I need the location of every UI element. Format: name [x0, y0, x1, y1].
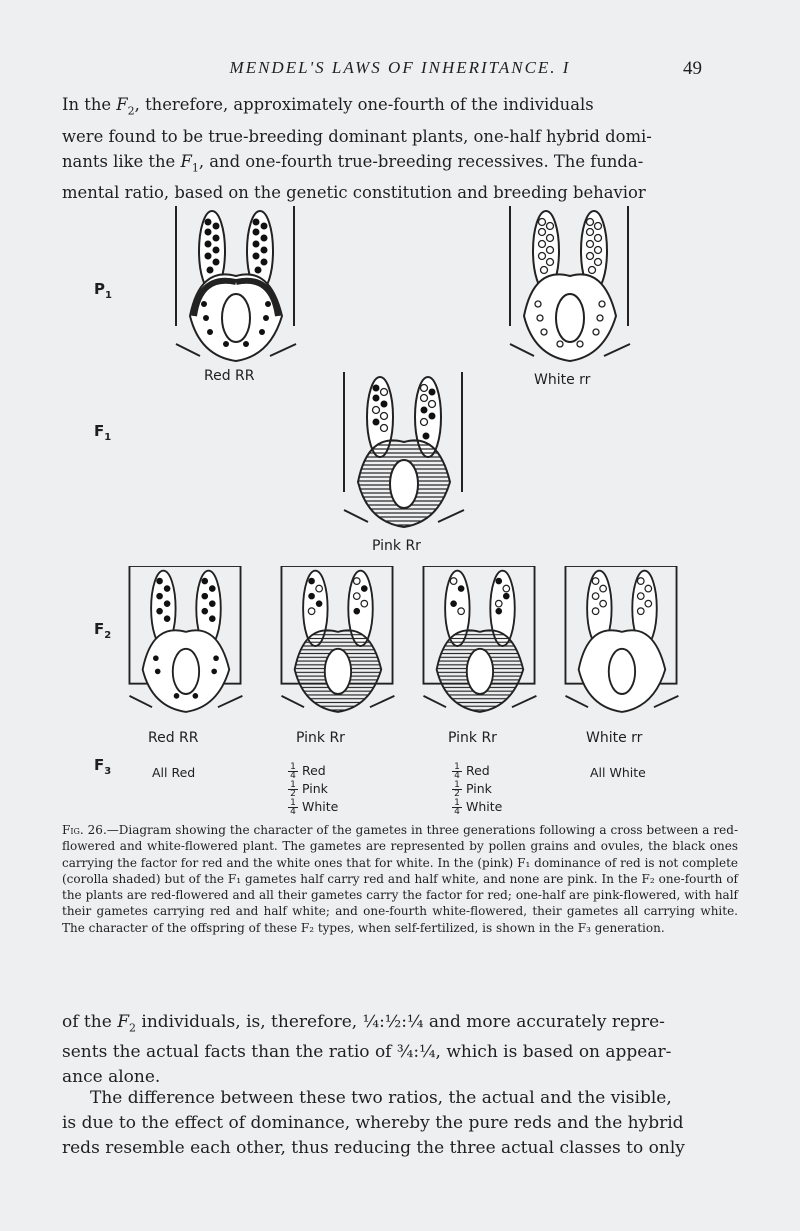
flower-f1-pink — [338, 372, 468, 542]
label-p1-white: White rr — [534, 372, 591, 388]
paragraph-top — [62, 92, 738, 206]
caption-fig-label: Fig. 26. — [62, 823, 107, 837]
figure-caption — [62, 822, 738, 936]
paragraph-bottom — [62, 1086, 738, 1161]
flower-f2-pink-a — [272, 566, 402, 726]
f3-col2-pink: $\frac{1}{2}$ Pink — [288, 780, 338, 798]
gen-p1: $P_1$ — [94, 280, 112, 301]
f3-col3-white: $\frac{1}{4}$ White — [452, 798, 502, 816]
para3-line2: is due to the effect of dominance, whereby the pure reds and the hybrid — [62, 1113, 684, 1133]
f3-col1: All Red — [152, 765, 196, 780]
label-f2-pink-b: Pink Rr — [448, 730, 497, 746]
figure-26 — [0, 200, 800, 817]
label-f2-white: White rr — [586, 730, 643, 746]
gen-f1: $F_1$ — [94, 422, 112, 443]
para3-line1: The difference between these two ratios, the actual and the visible, — [90, 1088, 672, 1108]
label-f2-pink-a: Pink Rr — [296, 730, 345, 746]
flower-f2-pink-b — [414, 566, 544, 726]
f3-col4: All White — [590, 765, 646, 780]
f3-col2-red: $\frac{1}{4}$ Red — [288, 762, 338, 780]
f3-col3-red: $\frac{1}{4}$ Red — [452, 762, 502, 780]
f3-col3-pink: $\frac{1}{2}$ Pink — [452, 780, 502, 798]
gen-f3: $F_3$ — [94, 756, 112, 777]
label-p1-red: Red RR — [204, 368, 255, 384]
flower-f2-white — [556, 566, 686, 726]
f3-col2-white: $\frac{1}{4}$ White — [288, 798, 338, 816]
page-header — [0, 58, 800, 82]
para1-line1: In the $F_2$, therefore, approximately one-fourth of the individuals — [62, 95, 594, 118]
flower-f2-red — [120, 566, 250, 726]
label-f2-red: Red RR — [148, 730, 199, 746]
label-f1-pink: Pink Rr — [372, 538, 421, 554]
para2-line1: of the $F_2$ individuals, is, therefore, ¼:½:¼ and more accurately repre- — [62, 1012, 665, 1035]
para2-line2: sents the actual facts than the ratio of ¾:¼, which is based on appear- — [62, 1042, 672, 1063]
paragraph-middle — [62, 1010, 738, 1090]
para1-line3: nants like the $F_1$, and one-fourth true-breeding recessives. The funda- — [62, 151, 644, 175]
gen-f2: $F_2$ — [94, 620, 112, 641]
running-head: MENDEL'S LAWS OF INHERITANCE. I — [229, 58, 571, 77]
caption-text: —Diagram showing the character of the gametes in three generations following a cross between a red-flowered and white-flowered plant. The gametes are represented by pollen grains and ovules, the black ones carrying the factor for red and the white ones that for white. In the (pink) F₁ dominance of red is not complete (corolla shaded) but of the F₁ gametes half carry red and half white, and none are pink. In the F₂ one-fourth of the plants are red-flowered and all their gametes carry the factor for red; one-half are pink-flowered, with half their gametes carrying red and half white; and one-fourth white-flowered, their gametes all carrying white. The character of the offspring of these F₂ types, when self-fertilized, is shown in the F₃ generation. — [62, 823, 739, 935]
page-number: 49 — [683, 58, 702, 79]
para2-line3: ance alone. — [62, 1067, 161, 1088]
f3-col2 — [288, 762, 338, 816]
flower-p1-red — [170, 206, 300, 376]
para3-line3: reds resemble each other, thus reducing the three actual classes to only — [62, 1138, 685, 1158]
para1-line4: mental ratio, based on the genetic constitution and breeding behavior — [62, 183, 646, 203]
f3-col3 — [452, 762, 502, 816]
flower-p1-white — [504, 206, 634, 376]
para1-line2: were found to be true-breeding dominant plants, one-half hybrid domi- — [62, 126, 652, 146]
